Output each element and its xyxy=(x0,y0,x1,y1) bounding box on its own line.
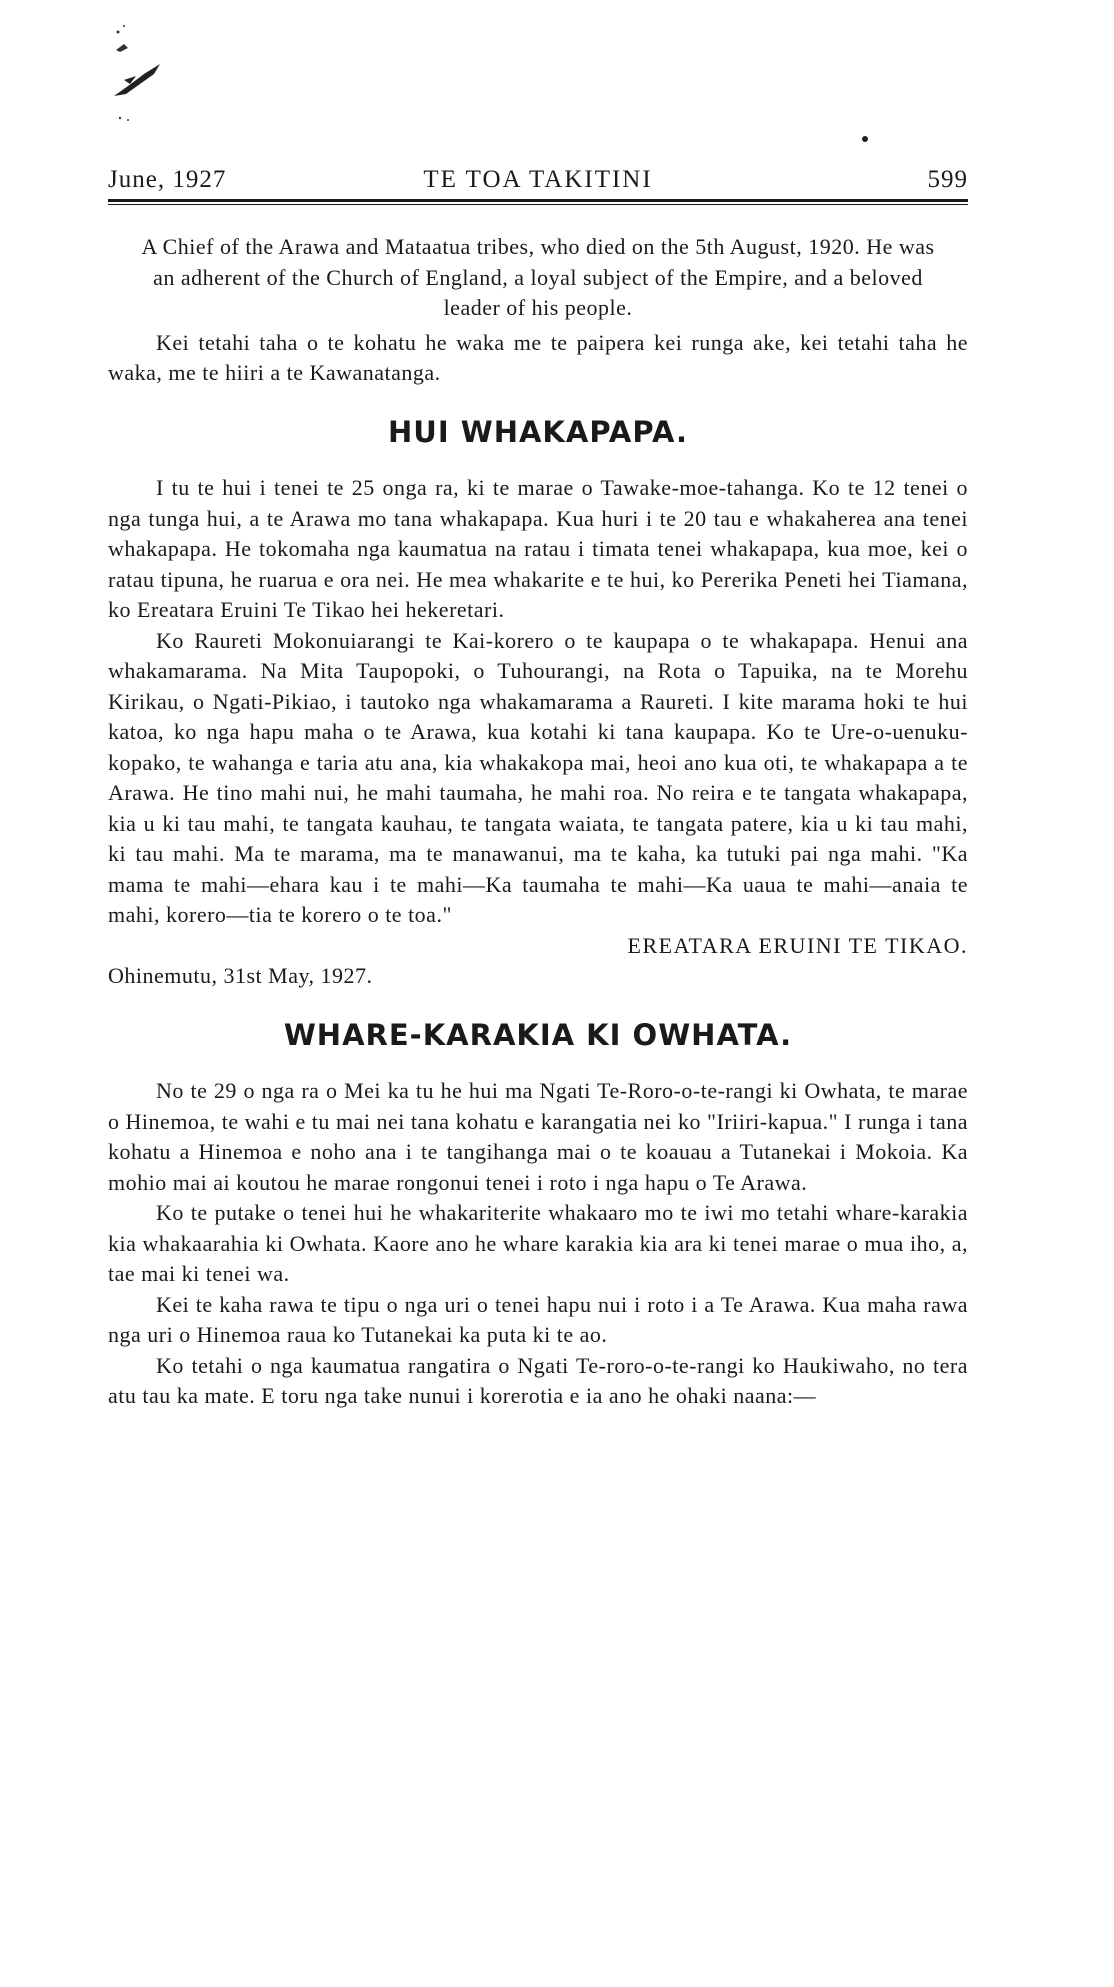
header-title: TE TOA TAKITINI xyxy=(423,166,653,193)
article-body xyxy=(108,232,968,1412)
paragraph: No te 29 o nga ra o Mei ka tu he hui ma Ngati Te-Roro-o-te-rangi ki Owhata, te marae o Hinemoa, te wahi e tu mai nei tana kohatu e karangatia nei ko "Iriiri-kapua." I runga i tana kohatu a Hinemoa e noho ana i te tangihanga mai o te koauau a Tutanekai i Mokoia. Ka mohio mai ai koutou he marae rongonui tenei i roto i nga hapu o Te Arawa. xyxy=(108,1078,968,1195)
section-heading-hui-whakapapa: HUI WHAKAPAPA. xyxy=(388,414,688,449)
header-rule xyxy=(108,199,968,205)
author-signature: EREATARA ERUINI TE TIKAO. xyxy=(627,932,968,958)
ink-dot xyxy=(862,136,868,142)
bird-ornament-icon xyxy=(110,14,174,124)
paragraph: Ko te putake o tenei hui he whakariterite whakaaro mo te iwi mo tetahi whare-karakia kia whakaarahia ki Owhata. Kaore ano he whare karakia kia ara ki tenei marae o mua iho, a, tae mai ki tenei wa. xyxy=(108,1200,968,1286)
paragraph: Ko tetahi o nga kaumatua rangatira o Ngati Te-roro-o-te-rangi ko Haukiwaho, no tera atu tau ka mate. E toru nga take nunui i korerotia e ia ano he ohaki naana:— xyxy=(108,1352,968,1408)
paragraph: Ko Raureti Mokonuiarangi te Kai-korero o te kaupapa o te whakapapa. Henui ana whakamarama. Na Mita Taupopoki, o Tuhourangi, na Rota o Tapuika, na te Morehu Kirikau, o Ngati-Pikiao, i tautoko nga whakamarama a Raureti. I kite marama hoki te hui katoa, ko nga hapu maha o te Arawa, kua kotahi ki tana kaupapa. Ko te Ure-o-uenuku-kopako, te wahanga e taria atu ana, kia whakakopa mai, heoi ano kua oti, te whakapapa a te Arawa. He tino mahi nui, he mahi taumaha, he mahi roa. No reira e te tangata whakapapa, kia u ki tau mahi, te tangata kauhau, te tangata waiata, te tangata patere, kia u ki tau mahi, ki tau mahi. Ma te marama, ma te manawanui, ma te kaha, ka tutuki pai nga mahi. "Ka mama te mahi—ehara kau i te mahi—Ka taumaha te mahi—Ka uaua te mahi—anaia te mahi, korero—tia te korero o te toa." xyxy=(108,627,968,927)
header-date: June, 1927 xyxy=(108,166,227,193)
section-heading-whare-karakia: WHARE-KARAKIA KI OWHATA. xyxy=(283,1017,793,1052)
paragraph: I tu te hui i tenei te 25 onga ra, ki te marae o Tawake-moe-tahanga. Ko te 12 tenei o nga tunga hui, a te Arawa mo tana whakapapa. Kua huri i te 20 tau e whakaherea ana tenei whakapapa. He tokomaha nga kaumatua na ratau i timata tenei whakapapa, kua moe, kei o ratau tipuna, he ruarua e ora nei. He mea whakarite e te hui, ko Pererika Peneti hei Tiamana, ko Ereatara Eruini Te Tikao hei hekeretari. xyxy=(108,475,968,622)
memorial-inscription: A Chief of the Arawa and Mataatua tribes, who died on the 5th August, 1920. He was an adherent of the Church of England, a loyal subject of the Empire, and a beloved leader of his people. xyxy=(141,234,935,320)
paragraph: Kei te kaha rawa te tipu o nga uri o tenei hapu nui i roto i a Te Arawa. Kua maha rawa nga uri o Hinemoa raua ko Tutanekai ka puta ki te ao. xyxy=(108,1291,968,1347)
dateline: Ohinemutu, 31st May, 1927. xyxy=(108,963,373,988)
intro-paragraph: Kei tetahi taha o te kohatu he waka me te paipera kei runga ake, kei tetahi taha he waka, me te hiiri a te Kawanatanga. xyxy=(108,329,968,385)
running-header xyxy=(108,166,968,200)
page-number: 599 xyxy=(927,166,968,193)
